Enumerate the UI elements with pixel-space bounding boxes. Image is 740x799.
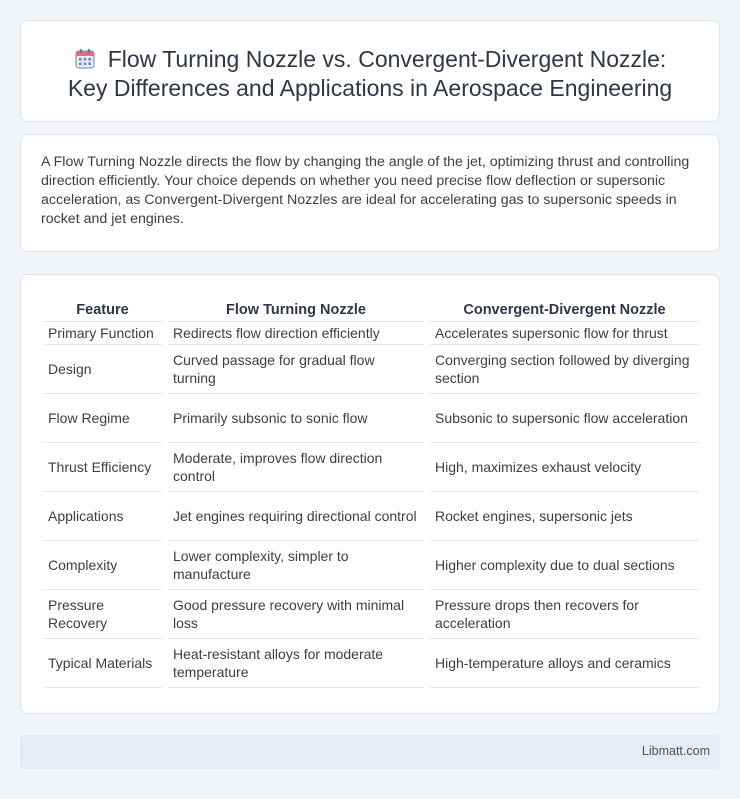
table-row (43, 393, 699, 442)
feature-cell: Thrust Efficiency (43, 442, 165, 491)
table-row (43, 589, 699, 638)
feature-cell: Complexity (43, 540, 165, 589)
feature-cell: Design (43, 344, 165, 393)
title-text-1: Flow Turning Nozzle vs. Convergent-Divergent Nozzle: (107, 46, 667, 72)
flow-turning-cell: Jet engines requiring directional control (165, 491, 427, 540)
table-row (43, 491, 699, 540)
table-row (43, 540, 699, 589)
convergent-divergent-cell: Accelerates supersonic flow for thrust (427, 321, 699, 344)
feature-cell: Applications (43, 491, 165, 540)
header-feature: Feature (76, 301, 129, 318)
footer-bar (20, 735, 720, 769)
comparison-card (20, 274, 720, 714)
table-row (43, 344, 699, 393)
convergent-divergent-cell: Converging section followed by diverging section (427, 344, 699, 393)
title-line-2: Key Differences and Applications in Aerospace Engineering (67, 75, 673, 101)
feature-cell: Pressure Recovery (43, 589, 165, 638)
flow-turning-cell: Heat-resistant alloys for moderate temperature (165, 638, 427, 687)
page-title (21, 45, 719, 103)
table-row (43, 638, 699, 687)
table-header-row (43, 295, 699, 321)
intro-paragraph: A Flow Turning Nozzle directs the flow by changing the angle of the jet, optimizing thrust and controlling direction efficiently. Your choice depends on whether you need precise flow deflection or supersonic acceleration, as Convergent-Divergent Nozzles are ideal for accelerating gas to supersonic speeds in rocket and jet engines. (41, 154, 690, 227)
convergent-divergent-cell: High-temperature alloys and ceramics (427, 638, 699, 687)
flow-turning-cell: Moderate, improves flow direction control (165, 442, 427, 491)
convergent-divergent-cell: Rocket engines, supersonic jets (427, 491, 699, 540)
table-row (43, 321, 699, 344)
flow-turning-cell: Good pressure recovery with minimal loss (165, 589, 427, 638)
title-line-1 (21, 45, 719, 74)
feature-cell: Primary Function (43, 321, 165, 344)
feature-cell: Flow Regime (43, 393, 165, 442)
calendar-icon (74, 48, 96, 70)
convergent-divergent-cell: Subsonic to supersonic flow acceleration (427, 393, 699, 442)
header-convergent-divergent: Convergent-Divergent Nozzle (427, 295, 699, 321)
comparison-table (43, 295, 699, 688)
table-row (43, 442, 699, 491)
flow-turning-cell: Curved passage for gradual flow turning (165, 344, 427, 393)
intro-card (20, 134, 720, 252)
convergent-divergent-cell: High, maximizes exhaust velocity (427, 442, 699, 491)
header-flow-turning: Flow Turning Nozzle (165, 295, 427, 321)
convergent-divergent-cell: Higher complexity due to dual sections (427, 540, 699, 589)
title-card (20, 20, 720, 122)
feature-cell: Typical Materials (43, 638, 165, 687)
flow-turning-cell: Primarily subsonic to sonic flow (165, 393, 427, 442)
flow-turning-cell: Lower complexity, simpler to manufacture (165, 540, 427, 589)
footer-site-link[interactable]: Libmatt.com (641, 744, 710, 758)
convergent-divergent-cell: Pressure drops then recovers for acceleration (427, 589, 699, 638)
flow-turning-cell: Redirects flow direction efficiently (165, 321, 427, 344)
